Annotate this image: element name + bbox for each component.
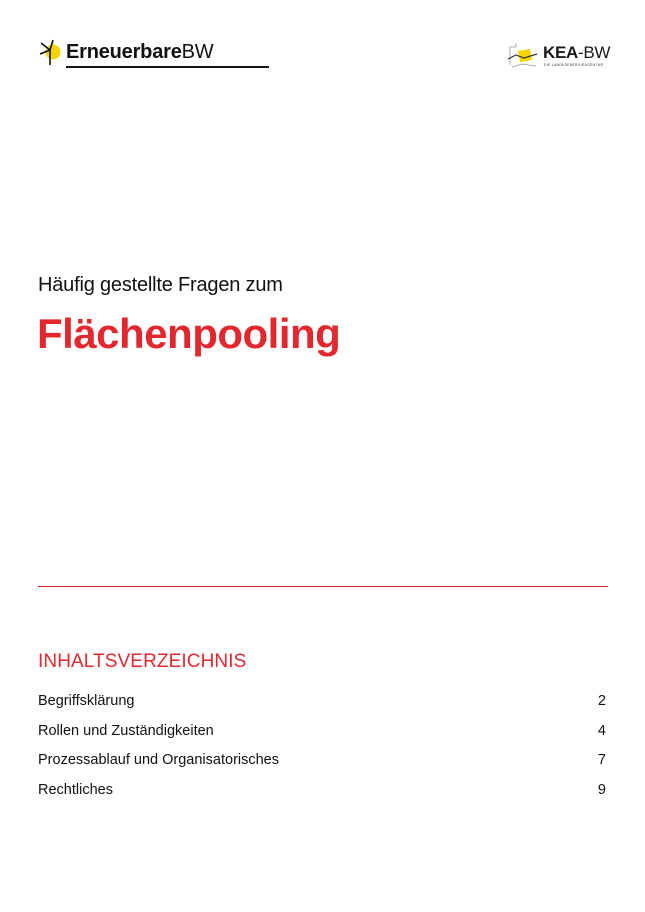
toc-entry-page: 9 — [597, 782, 606, 799]
cover-title: Flächenpooling — [37, 310, 341, 357]
wind-turbine-sun-icon — [38, 38, 64, 66]
toc-entry[interactable] — [38, 693, 608, 723]
erneuerbare-bw-logo — [38, 38, 232, 70]
toc-entry-label: Prozessablauf und Organisatorisches — [38, 752, 279, 769]
toc-entry[interactable] — [38, 782, 608, 812]
table-of-contents — [38, 693, 608, 812]
toc-entry-label: Rechtliches — [38, 782, 113, 799]
erneuerbare-bw-wordmark: ErneuerbareBW — [66, 41, 214, 63]
kea-tagline: DIE LANDESENERGIEAGENTUR — [544, 63, 604, 67]
toc-entry-page: 2 — [597, 693, 606, 709]
toc-entry[interactable] — [38, 752, 608, 782]
toc-entry-label: Begriffsklärung — [38, 693, 135, 709]
kea-bw-wordmark: KEA-BW — [543, 43, 611, 62]
logo-underline — [66, 66, 269, 68]
toc-entry[interactable] — [38, 723, 608, 753]
toc-heading: INHALTSVERZEICHNIS — [38, 651, 247, 672]
toc-entry-label: Rollen und Zuständigkeiten — [38, 722, 214, 739]
toc-entry-page: 7 — [597, 752, 606, 769]
toc-entry-page: 4 — [597, 722, 606, 739]
section-divider — [38, 586, 608, 587]
cover-subtitle: Häufig gestellte Fragen zum — [38, 274, 283, 296]
kea-emblem-icon — [508, 41, 538, 69]
kea-bw-logo — [508, 41, 611, 71]
